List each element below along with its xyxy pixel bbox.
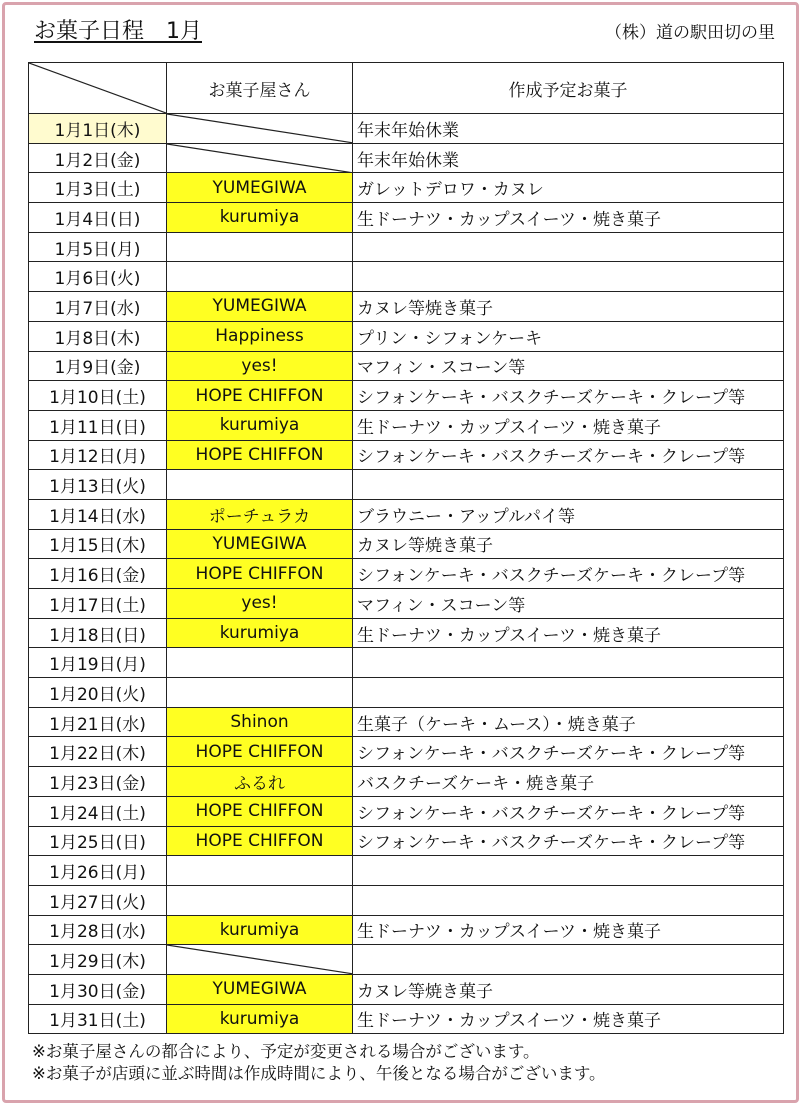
table-row xyxy=(29,974,784,1004)
table-row xyxy=(29,410,784,440)
date-cell: 1月2日(金) xyxy=(29,143,167,173)
shop-cell xyxy=(167,945,353,975)
date-cell: 1月14日(水) xyxy=(29,499,167,529)
note-line: ※お菓子が店頭に並ぶ時間は作成時間により、午後となる場合がございます。 xyxy=(32,1064,606,1083)
notes xyxy=(32,1041,606,1085)
date-cell: 1月9日(金) xyxy=(29,351,167,381)
sweets-cell: 生ドーナツ・カップスイーツ・焼き菓子 xyxy=(353,203,784,233)
shop-cell: yes! xyxy=(167,589,353,619)
table-row xyxy=(29,143,784,173)
shop-cell: YUMEGIWA xyxy=(167,529,353,559)
date-cell: 1月28日(水) xyxy=(29,915,167,945)
shop-cell: YUMEGIWA xyxy=(167,173,353,203)
table-row xyxy=(29,589,784,619)
sweets-cell xyxy=(353,678,784,708)
shop-cell: HOPE CHIFFON xyxy=(167,559,353,589)
sweets-cell xyxy=(353,232,784,262)
shop-cell xyxy=(167,143,353,173)
table-row xyxy=(29,707,784,737)
sweets-cell: 年末年始休業 xyxy=(353,143,784,173)
sweets-cell: シフォンケーキ・バスクチーズケーキ・クレープ等 xyxy=(353,559,784,589)
sweets-cell: 生ドーナツ・カップスイーツ・焼き菓子 xyxy=(353,410,784,440)
sweets-cell: カヌレ等焼き菓子 xyxy=(353,974,784,1004)
table-row xyxy=(29,856,784,886)
table-row xyxy=(29,1004,784,1034)
table-body xyxy=(29,114,784,1034)
table-row xyxy=(29,114,784,144)
table-row xyxy=(29,529,784,559)
date-cell: 1月5日(月) xyxy=(29,232,167,262)
table-row xyxy=(29,618,784,648)
sweets-cell xyxy=(353,648,784,678)
sweets-cell: 生ドーナツ・カップスイーツ・焼き菓子 xyxy=(353,618,784,648)
sweets-cell xyxy=(353,262,784,292)
sweets-cell xyxy=(353,470,784,500)
shop-cell: HOPE CHIFFON xyxy=(167,440,353,470)
date-cell: 1月1日(木) xyxy=(29,114,167,144)
shop-cell: YUMEGIWA xyxy=(167,292,353,322)
table-row xyxy=(29,945,784,975)
table-row xyxy=(29,885,784,915)
sweets-cell: ブラウニー・アップルパイ等 xyxy=(353,499,784,529)
date-cell: 1月7日(水) xyxy=(29,292,167,322)
date-cell: 1月25日(日) xyxy=(29,826,167,856)
diagonal-slash xyxy=(167,144,352,173)
date-cell: 1月8日(木) xyxy=(29,321,167,351)
shop-cell: kurumiya xyxy=(167,1004,353,1034)
table-row xyxy=(29,826,784,856)
date-cell: 1月4日(日) xyxy=(29,203,167,233)
header-corner-cell xyxy=(29,63,167,114)
shop-cell xyxy=(167,856,353,886)
shop-cell: kurumiya xyxy=(167,203,353,233)
sweets-cell: シフォンケーキ・バスクチーズケーキ・クレープ等 xyxy=(353,381,784,411)
shop-cell: kurumiya xyxy=(167,618,353,648)
date-cell: 1月6日(火) xyxy=(29,262,167,292)
table-row xyxy=(29,262,784,292)
shop-cell xyxy=(167,232,353,262)
sweets-cell: カヌレ等焼き菓子 xyxy=(353,529,784,559)
date-cell: 1月15日(木) xyxy=(29,529,167,559)
sweets-cell xyxy=(353,945,784,975)
sweets-cell: 年末年始休業 xyxy=(353,114,784,144)
shop-cell: HOPE CHIFFON xyxy=(167,737,353,767)
shop-cell xyxy=(167,678,353,708)
shop-cell: Shinon xyxy=(167,707,353,737)
table-row xyxy=(29,440,784,470)
date-cell: 1月30日(金) xyxy=(29,974,167,1004)
table-row xyxy=(29,559,784,589)
sweets-cell: カヌレ等焼き菓子 xyxy=(353,292,784,322)
company-name: （株）道の駅田切の里 xyxy=(605,23,775,43)
date-cell: 1月22日(木) xyxy=(29,737,167,767)
table-row xyxy=(29,232,784,262)
shop-cell: kurumiya xyxy=(167,410,353,440)
table-row xyxy=(29,767,784,797)
shop-cell: YUMEGIWA xyxy=(167,974,353,1004)
sweets-cell: シフォンケーキ・バスクチーズケーキ・クレープ等 xyxy=(353,737,784,767)
shop-cell xyxy=(167,262,353,292)
table-row xyxy=(29,173,784,203)
date-cell: 1月24日(土) xyxy=(29,796,167,826)
table-row xyxy=(29,648,784,678)
shop-cell: kurumiya xyxy=(167,915,353,945)
date-cell: 1月10日(土) xyxy=(29,381,167,411)
date-cell: 1月3日(土) xyxy=(29,173,167,203)
sweets-cell: 生ドーナツ・カップスイーツ・焼き菓子 xyxy=(353,1004,784,1034)
header-shop: お菓子屋さん xyxy=(167,63,353,114)
shop-cell: ふるれ xyxy=(167,767,353,797)
table-row xyxy=(29,470,784,500)
diagonal-slash xyxy=(167,945,352,974)
shop-cell xyxy=(167,114,353,144)
table-row xyxy=(29,737,784,767)
sweets-cell: マフィン・スコーン等 xyxy=(353,351,784,381)
table-row xyxy=(29,292,784,322)
sweets-cell: プリン・シフォンケーキ xyxy=(353,321,784,351)
date-cell: 1月11日(日) xyxy=(29,410,167,440)
date-cell: 1月13日(火) xyxy=(29,470,167,500)
shop-cell xyxy=(167,470,353,500)
sweets-cell: マフィン・スコーン等 xyxy=(353,589,784,619)
table-header-row xyxy=(29,63,784,114)
shop-cell xyxy=(167,648,353,678)
sweets-cell: 生菓子（ケーキ・ムース）・焼き菓子 xyxy=(353,707,784,737)
shop-cell: HOPE CHIFFON xyxy=(167,796,353,826)
date-cell: 1月18日(日) xyxy=(29,618,167,648)
sweets-cell: シフォンケーキ・バスクチーズケーキ・クレープ等 xyxy=(353,826,784,856)
header-sweets: 作成予定お菓子 xyxy=(353,63,784,114)
date-cell: 1月20日(火) xyxy=(29,678,167,708)
schedule-table xyxy=(28,62,784,1034)
note-line: ※お菓子屋さんの都合により、予定が変更される場合がございます。 xyxy=(32,1042,540,1061)
date-cell: 1月29日(木) xyxy=(29,945,167,975)
table-row xyxy=(29,381,784,411)
date-cell: 1月26日(月) xyxy=(29,856,167,886)
shop-cell: Happiness xyxy=(167,321,353,351)
date-cell: 1月16日(金) xyxy=(29,559,167,589)
table-row xyxy=(29,499,784,529)
sweets-cell: バスクチーズケーキ・焼き菓子 xyxy=(353,767,784,797)
table-row xyxy=(29,321,784,351)
sweets-cell xyxy=(353,856,784,886)
sweets-cell: シフォンケーキ・バスクチーズケーキ・クレープ等 xyxy=(353,796,784,826)
date-cell: 1月19日(月) xyxy=(29,648,167,678)
shop-cell: HOPE CHIFFON xyxy=(167,826,353,856)
sweets-cell: ガレットデロワ・カヌレ xyxy=(353,173,784,203)
table-row xyxy=(29,915,784,945)
date-cell: 1月17日(土) xyxy=(29,589,167,619)
date-cell: 1月12日(月) xyxy=(29,440,167,470)
page-title: お菓子日程 1月 xyxy=(34,19,202,44)
table-row xyxy=(29,203,784,233)
sweets-cell: 生ドーナツ・カップスイーツ・焼き菓子 xyxy=(353,915,784,945)
diagonal-slash xyxy=(167,114,352,143)
date-cell: 1月27日(火) xyxy=(29,885,167,915)
date-cell: 1月23日(金) xyxy=(29,767,167,797)
sweets-cell: シフォンケーキ・バスクチーズケーキ・クレープ等 xyxy=(353,440,784,470)
shop-cell: yes! xyxy=(167,351,353,381)
date-cell: 1月21日(水) xyxy=(29,707,167,737)
shop-cell: ポーチュラカ xyxy=(167,499,353,529)
table-row xyxy=(29,796,784,826)
shop-cell xyxy=(167,885,353,915)
table-row xyxy=(29,678,784,708)
shop-cell: HOPE CHIFFON xyxy=(167,381,353,411)
sweets-cell xyxy=(353,885,784,915)
date-cell: 1月31日(土) xyxy=(29,1004,167,1034)
table-row xyxy=(29,351,784,381)
diagonal-slash xyxy=(29,63,166,113)
